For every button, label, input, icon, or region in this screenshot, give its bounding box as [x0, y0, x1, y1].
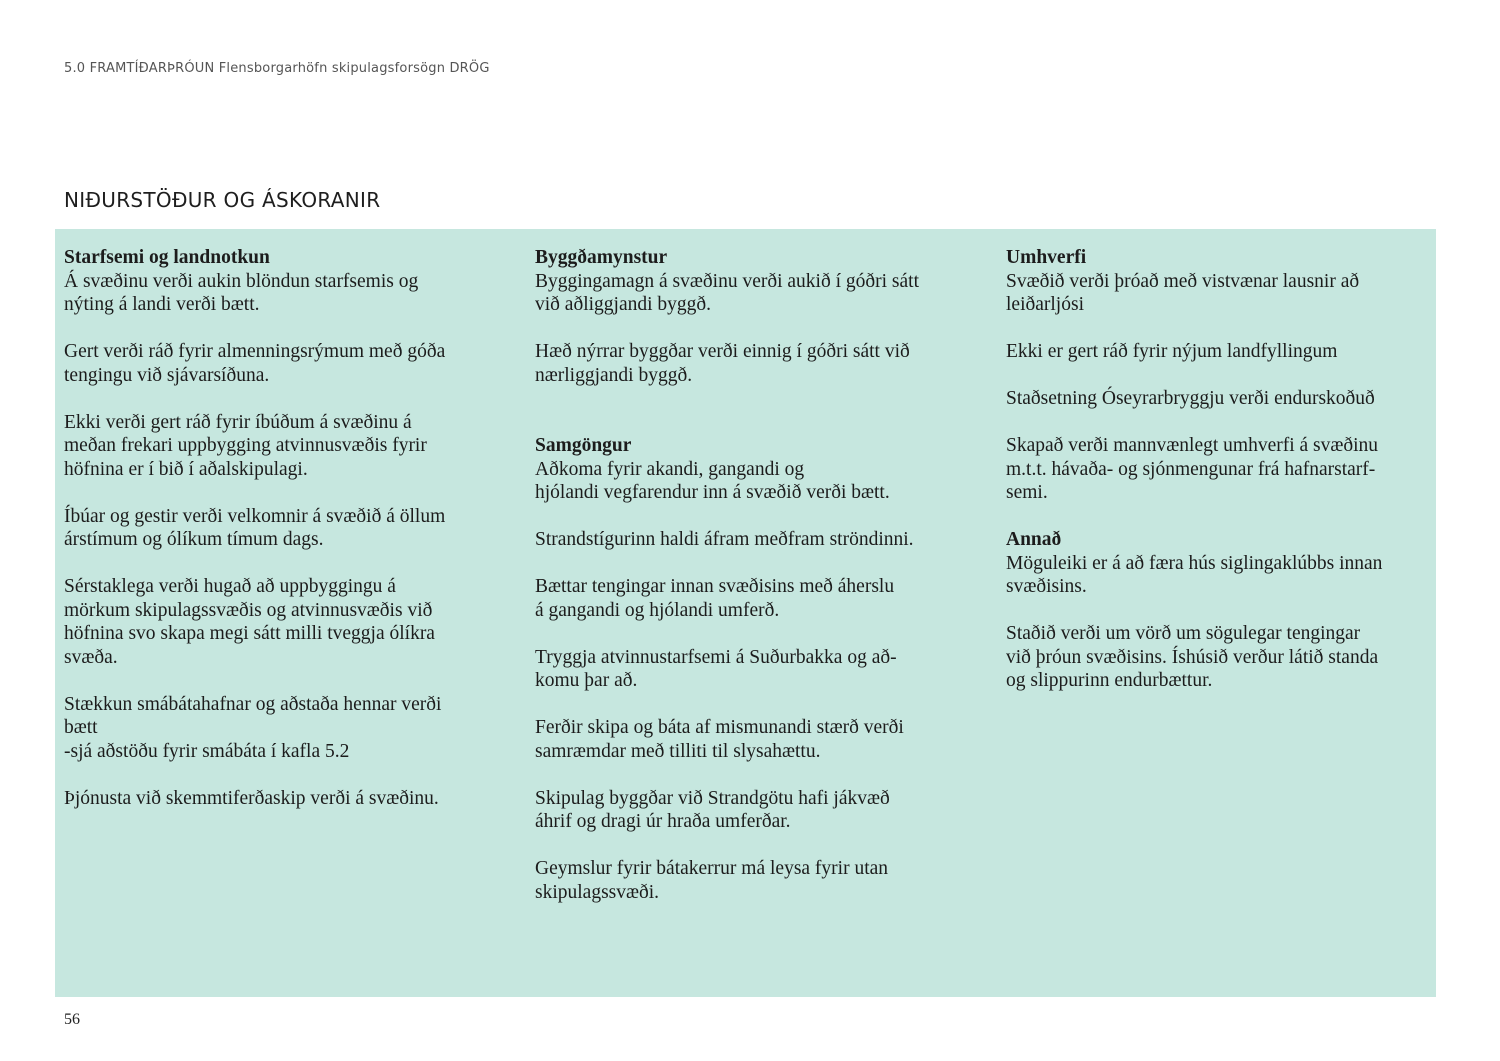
group-heading-byggdamynstur: Byggðamynstur [535, 247, 668, 268]
page-number: 56 [64, 1011, 80, 1028]
paragraph: Stækkun smábátahafnar og aðstaða hennar verði bætt -sjá aðstöðu fyrir smábáta í kafla 5.2 [64, 693, 442, 762]
column-environment-other [1006, 246, 1431, 716]
group-heading-umhverfi: Umhverfi [1006, 247, 1087, 268]
paragraph: Geymslur fyrir bátakerrur má leysa fyrir utan skipulagssvæði. [535, 858, 889, 903]
paragraph: Svæðið verði þróað með vistvænar lausnir að leiðarljósi [1006, 270, 1360, 315]
paragraph: Skapað verði mannvænlegt umhverfi á svæðinu m.t.t. hávaða- og sjónmengunar frá hafnarstarf- semi. [1006, 435, 1379, 503]
paragraph: Staðið verði um vörð um sögulegar tengingar við þróun svæðisins. Íshúsið verður látið standa og slippurinn endurbættur. [1006, 623, 1379, 691]
group-samgongur [535, 434, 985, 904]
column-activity-land-use [64, 246, 524, 834]
group-heading-starfsemi: Starfsemi og landnotkun [64, 247, 270, 268]
paragraph: Byggingamagn á svæðinu verði aukið í góðri sátt við aðliggjandi byggð. [535, 270, 919, 315]
group-annad [1006, 528, 1431, 693]
paragraph: Aðkoma fyrir akandi, gangandi og hjólandi vegfarendur inn á svæðið verði bætt. [535, 458, 890, 503]
paragraph: Þjónusta við skemmtiferðaskip verði á svæðinu. [64, 787, 439, 809]
paragraph: Ekki er gert ráð fyrir nýjum landfyllingum [1006, 341, 1338, 362]
paragraph: Íbúar og gestir verði velkomnir á svæðið á öllum árstímum og ólíkum tímum dags. [64, 505, 446, 550]
paragraph: Sérstaklega verði hugað að uppbyggingu á mörkum skipulagssvæðis og atvinnusvæðis við höfnina svo skapa megi sátt milli tveggja ólíkra svæða. [64, 576, 435, 668]
group-heading-annad: Annað [1006, 529, 1062, 550]
paragraph: Möguleiki er á að færa hús siglingaklúbbs innan svæðisins. [1006, 552, 1383, 597]
group-byggdamynstur [535, 246, 985, 387]
spacer [535, 411, 985, 435]
paragraph: Ferðir skipa og báta af mismunandi stærð verði samræmdar með tilliti til slysahættu. [535, 717, 904, 762]
paragraph: Bættar tengingar innan svæðisins með áherslu á gangandi og hjólandi umferð. [535, 576, 895, 621]
group-starfsemi [64, 246, 524, 810]
paragraph: Strandstígurinn haldi áfram meðfram ströndinni. [535, 529, 914, 550]
group-heading-samgongur: Samgöngur [535, 435, 632, 456]
paragraph: Staðsetning Óseyrarbryggju verði endurskoðuð [1006, 388, 1375, 409]
section-title: NIÐURSTÖÐUR OG ÁSKORANIR [64, 188, 381, 212]
paragraph: Tryggja atvinnustarfsemi á Suðurbakka og að- komu þar að. [535, 646, 897, 691]
running-header: 5.0 FRAMTÍÐARÞRÓUN Flensborgarhöfn skipulagsforsögn DRÖG [64, 61, 490, 76]
findings-panel [55, 229, 1436, 997]
paragraph: Ekki verði gert ráð fyrir íbúðum á svæðinu á meðan frekari uppbygging atvinnusvæðis fyrir höfnina er í bið í aðalskipulagi. [64, 411, 427, 480]
column-built-form-transport [535, 246, 985, 928]
group-umhverfi [1006, 246, 1431, 505]
paragraph: Hæð nýrrar byggðar verði einnig í góðri sátt við nærliggjandi byggð. [535, 341, 910, 386]
paragraph: Gert verði ráð fyrir almenningsrýmum með góða tengingu við sjávarsíðuna. [64, 341, 446, 386]
paragraph: Skipulag byggðar við Strandgötu hafi jákvæð áhrif og dragi úr hraða umferðar. [535, 787, 890, 832]
paragraph: Á svæðinu verði aukin blöndun starfsemis og nýting á landi verði bætt. [64, 270, 419, 315]
